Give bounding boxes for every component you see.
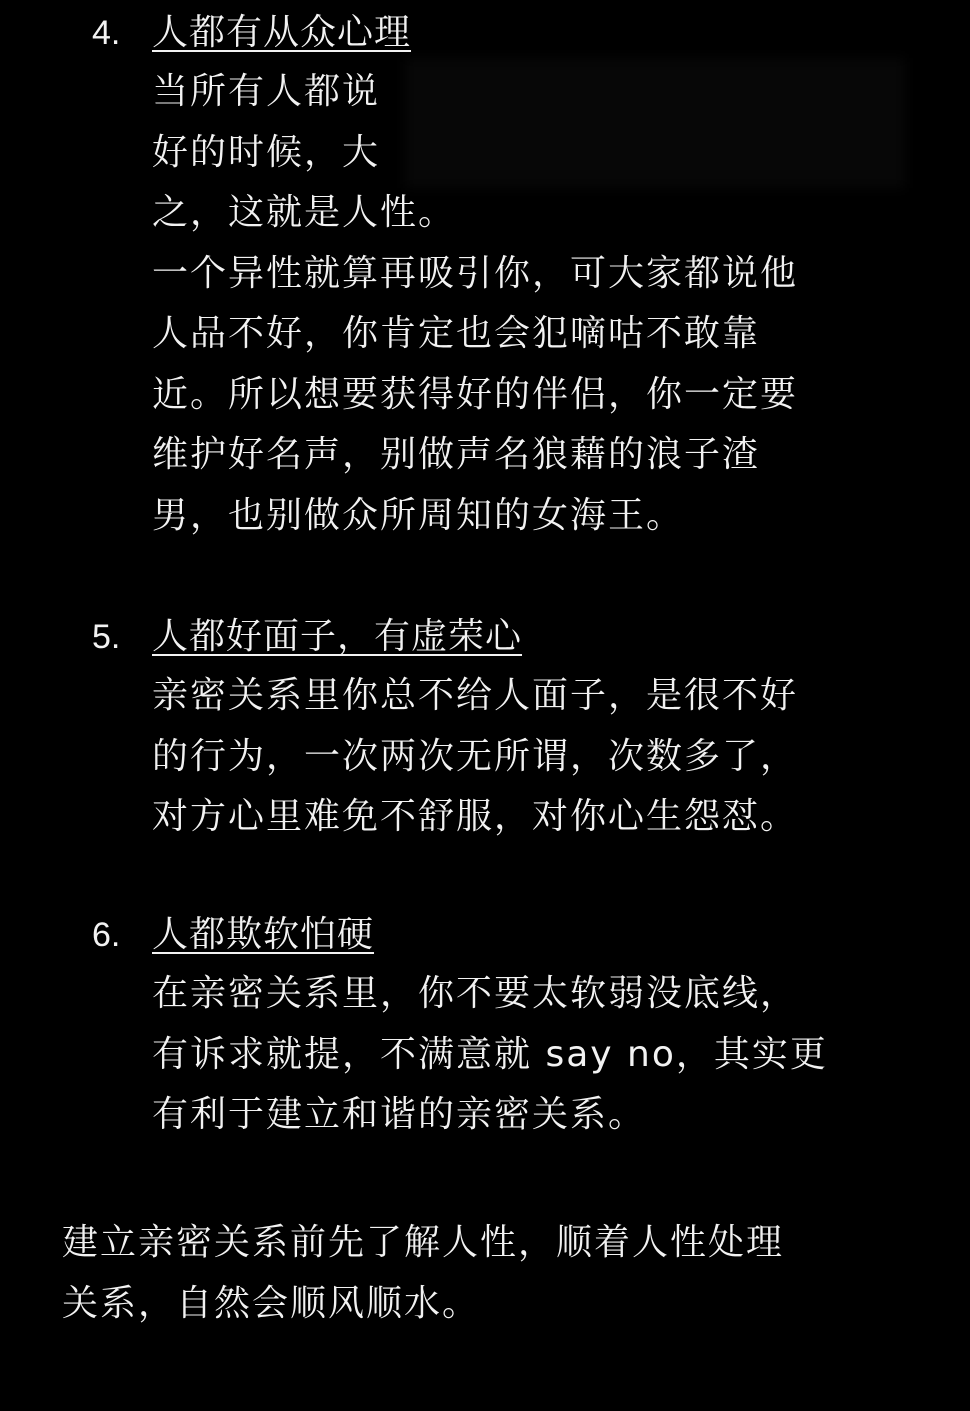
body-line: 亲密关系里你总不给人面子，是很不好: [152, 675, 799, 716]
body-line: 人品不好，你肯定也会犯嘀咕不敢靠: [152, 313, 761, 354]
conclusion: [62, 1213, 922, 1334]
section-4: [92, 4, 912, 546]
body-line: 当所有人都说: [152, 71, 381, 112]
body-line: 建立亲密关系前先了解人性，顺着人性处理: [62, 1222, 785, 1263]
section-5-body: [152, 666, 912, 848]
body-line: 一个异性就算再吸引你，可大家都说他: [152, 252, 799, 294]
body-line: 维护好名声，别做声名狼藉的浪子渣: [152, 434, 761, 475]
body-line: 有诉求就提，不满意就 say no，其实更: [152, 1033, 828, 1075]
body-line: 的行为，一次两次无所谓，次数多了，: [152, 735, 799, 777]
body-line: 好的时候，大: [152, 131, 381, 173]
body-line: 男，也别做众所周知的女海王。: [152, 494, 685, 536]
section-6-title: 人都欺软怕硬: [152, 914, 375, 955]
section-4-body: [152, 62, 912, 546]
conclusion-body: [62, 1213, 922, 1334]
section-5-title: 人都好面子，有虚荣心: [152, 616, 523, 657]
section-5-number: 5.: [92, 618, 121, 656]
section-5: [92, 608, 912, 848]
section-5-heading: [92, 608, 912, 666]
section-6: [92, 906, 912, 1146]
section-4-title: 人都有从众心理: [152, 12, 412, 53]
section-4-heading: [92, 4, 912, 62]
body-line: 关系，自然会顺风顺水。: [62, 1282, 481, 1324]
section-6-body: [152, 964, 912, 1146]
section-4-number: 4.: [92, 14, 121, 52]
body-line: 近。所以想要获得好的伴侣，你一定要: [152, 373, 799, 415]
body-line: 有利于建立和谐的亲密关系。: [152, 1094, 647, 1135]
body-line: 对方心里难免不舒服，对你心生怨怼。: [152, 796, 799, 837]
body-line: 在亲密关系里，你不要太软弱没底线，: [152, 973, 799, 1014]
body-line: 之，这就是人性。: [152, 192, 457, 233]
section-6-heading: [92, 906, 912, 964]
section-6-number: 6.: [92, 916, 121, 954]
